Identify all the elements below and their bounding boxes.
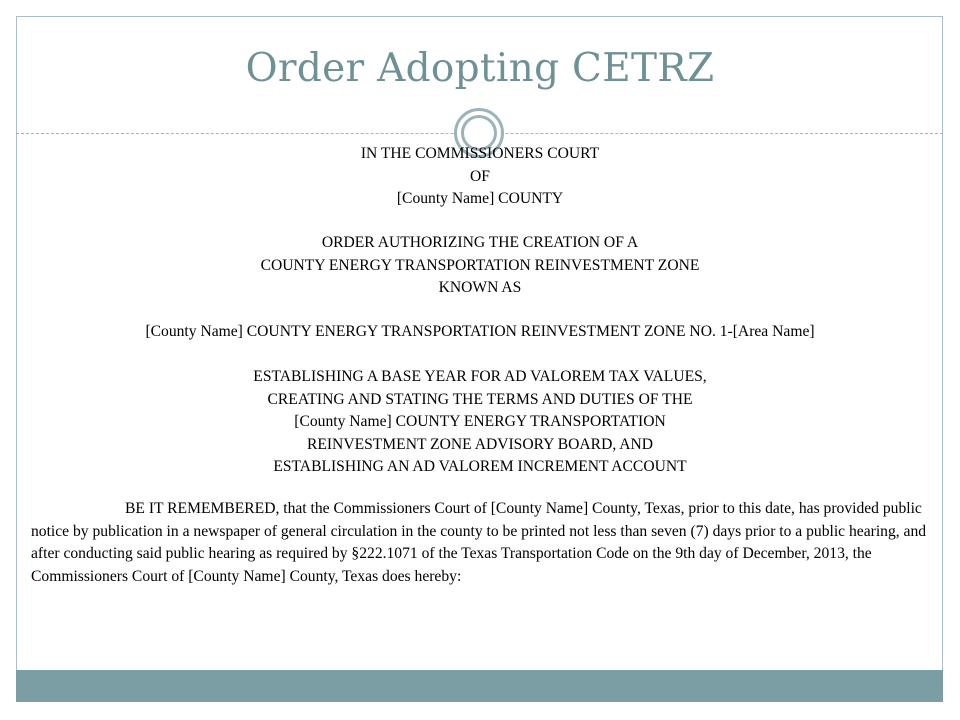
purpose-line: [County Name] COUNTY ENERGY TRANSPORTATION: [294, 413, 666, 430]
order-line: KNOWN AS: [438, 279, 522, 296]
footer-bar: [16, 670, 943, 702]
body-paragraph: BE IT REMEMBERED, that the Commissioners Court of [County Name] County, Texas, prior to this date, has provided public notice by publication in a newspaper of general circulation in the county to be printed not less than seven (7) days prior to a public hearing, and after conducting said public hearing as required by §222.1071 of the Texas Transportation Code on the 9th day of December, 2013, the Commissioners Court of [County Name] County, Texas does hereby:: [31, 500, 927, 585]
order-heading: [20, 232, 940, 300]
purpose-heading: [20, 366, 940, 479]
order-line: ORDER AUTHORIZING THE CREATION OF A: [321, 234, 639, 251]
purpose-line: ESTABLISHING AN AD VALOREM INCREMENT ACCOUNT: [273, 458, 687, 475]
court-heading: [20, 143, 940, 211]
court-line: IN THE COMMISSIONERS COURT: [360, 145, 600, 162]
body-paragraph-container: [31, 498, 931, 588]
purpose-line: ESTABLISHING A BASE YEAR FOR AD VALOREM TAX VALUES,: [253, 368, 707, 385]
purpose-line: REINVESTMENT ZONE ADVISORY BOARD, AND: [306, 435, 654, 453]
court-line: OF: [470, 167, 490, 185]
purpose-line: CREATING AND STATING THE TERMS AND DUTIES OF THE: [267, 390, 693, 408]
zone-name: [County Name] COUNTY ENERGY TRANSPORTATION REINVESTMENT ZONE NO. 1-[Area Name]: [145, 323, 815, 340]
slide-title: Order Adopting CETRZ: [245, 46, 715, 91]
court-line: [County Name] COUNTY: [396, 190, 564, 207]
order-line: COUNTY ENERGY TRANSPORTATION REINVESTMENT ZONE: [260, 256, 700, 274]
